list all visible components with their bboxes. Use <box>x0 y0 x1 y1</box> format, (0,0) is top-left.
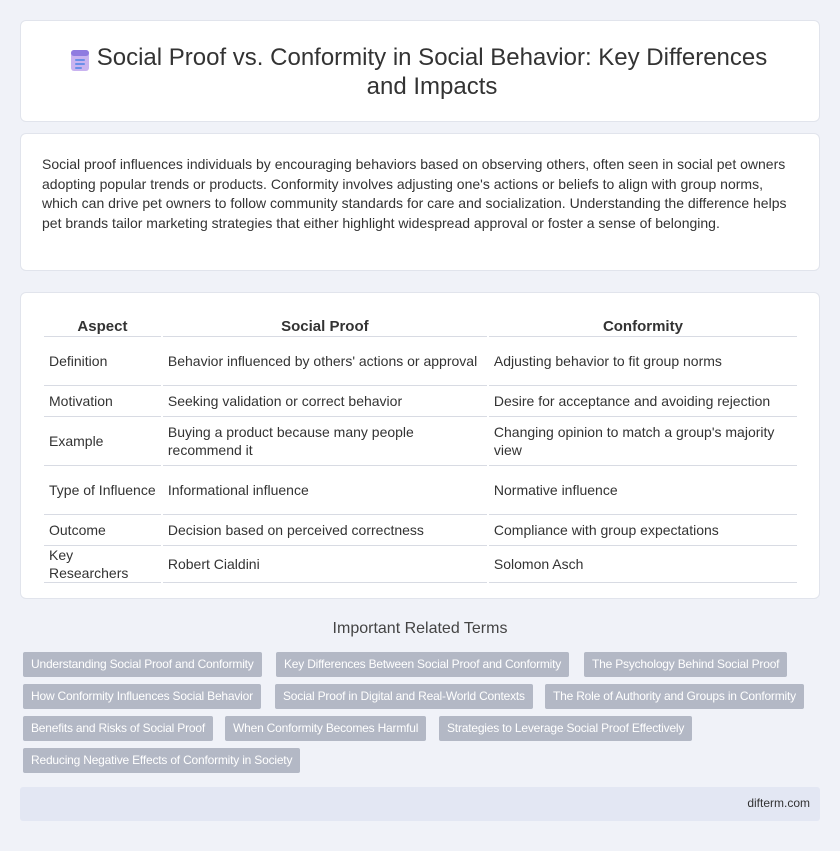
table-row <box>44 337 797 386</box>
table-cell: Motivation <box>44 386 161 417</box>
table-cell: Example <box>44 417 161 466</box>
related-term-tag[interactable]: How Conformity Influences Social Behavior <box>23 684 261 709</box>
related-term-tag[interactable]: Benefits and Risks of Social Proof <box>23 716 213 741</box>
related-term-tag[interactable]: Key Differences Between Social Proof and Conformity <box>276 652 569 677</box>
table-cell: Compliance with group expectations <box>489 515 797 546</box>
table-cell: Outcome <box>44 515 161 546</box>
table-cell: Changing opinion to match a group's majority view <box>489 417 797 466</box>
related-term-tag[interactable]: Understanding Social Proof and Conformity <box>23 652 262 677</box>
table-row <box>44 466 797 515</box>
table-cell: Desire for acceptance and avoiding rejection <box>489 386 797 417</box>
table-cell: Seeking validation or correct behavior <box>163 386 487 417</box>
table-header-row <box>44 315 797 337</box>
table-cell: Buying a product because many people recommend it <box>163 417 487 466</box>
table-row <box>44 546 797 583</box>
related-term-tag[interactable]: Social Proof in Digital and Real-World Contexts <box>275 684 533 709</box>
intro-paragraph: Social proof influences individuals by encouraging behaviors based on observing others, often seen in social pet owners adopting popular trends or products. Conformity involves adjusting one's actions or beliefs to align with group norms, which can drive pet owners to follow community standards for care and socialization. Understanding the difference helps pet brands tailor marketing strategies that either highlight widespread approval or foster a sense of belonging. <box>42 156 787 231</box>
table-cell: Type of Influence <box>44 466 161 515</box>
table-cell: Informational influence <box>163 466 487 515</box>
column-header-conformity: Conformity <box>489 315 797 337</box>
page-title: Social Proof vs. Conformity in Social Behavior: Key Differences and Impacts <box>96 44 768 100</box>
table-cell: Definition <box>44 337 161 386</box>
table-row <box>44 417 797 466</box>
column-header-aspect: Aspect <box>44 315 161 337</box>
table-row <box>44 386 797 417</box>
table-cell: Normative influence <box>489 466 797 515</box>
related-term-tag[interactable]: Strategies to Leverage Social Proof Effectively <box>439 716 692 741</box>
table-cell: Decision based on perceived correctness <box>163 515 487 546</box>
related-term-tag[interactable]: The Psychology Behind Social Proof <box>584 652 787 677</box>
table-row <box>44 515 797 546</box>
table-cell: Key Researchers <box>44 546 161 583</box>
related-term-tag[interactable]: When Conformity Becomes Harmful <box>225 716 426 741</box>
table-cell: Solomon Asch <box>489 546 797 583</box>
table-cell: Adjusting behavior to fit group norms <box>489 337 797 386</box>
related-term-tag[interactable]: Reducing Negative Effects of Conformity in Society <box>23 748 300 773</box>
comparison-table <box>42 315 799 583</box>
table-cell: Behavior influenced by others' actions or approval <box>163 337 487 386</box>
footer-site-link[interactable]: difterm.com <box>747 796 810 810</box>
column-header-social-proof: Social Proof <box>163 315 487 337</box>
comparison-table-card <box>20 292 820 599</box>
footer <box>20 787 820 821</box>
title-card <box>20 20 820 122</box>
related-terms-heading: Important Related Terms <box>332 620 508 637</box>
table-cell: Robert Cialdini <box>163 546 487 583</box>
related-term-tag[interactable]: The Role of Authority and Groups in Conformity <box>545 684 804 709</box>
intro-card <box>20 133 820 271</box>
